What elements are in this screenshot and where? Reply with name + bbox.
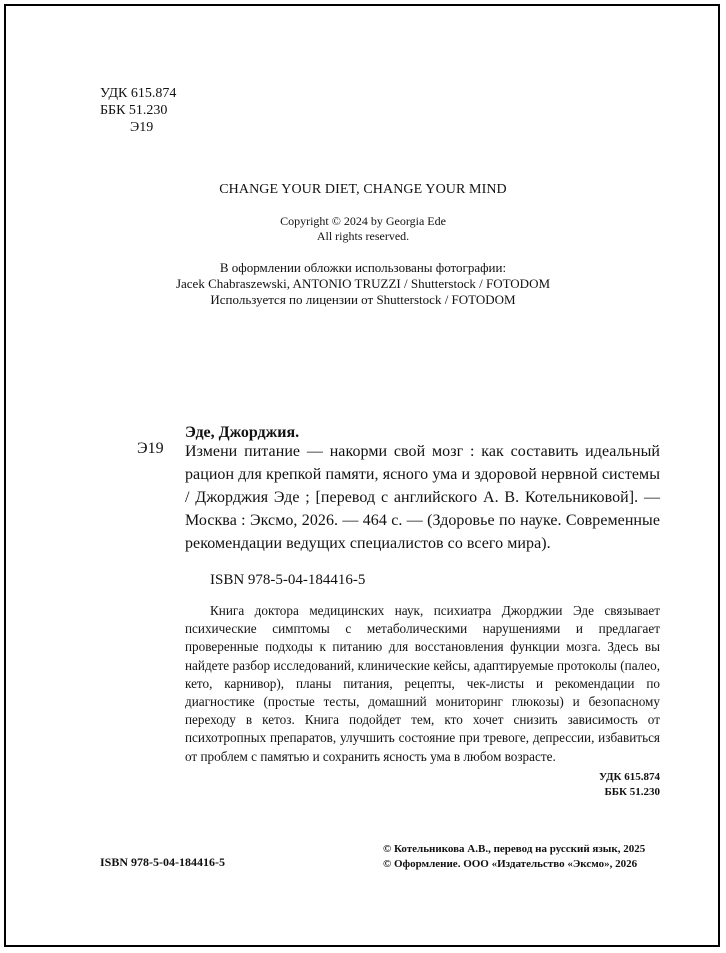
bibliographic-description: Измени питание — накорми свой мозг : как составить идеальный рацион для крепкой памяти, ясного ума и здоровой нервной системы / Джорджия Эде ; [перевод с английского А. В. Котельниковой]. — Москва : Эксмо, 2026. — 464 с. — (Здоровье по науке. Современные рекомендации ведущих специалистов со всего мира). [185,443,660,552]
record-author: Эде, Джорджия. [185,424,300,441]
original-title: CHANGE YOUR DIET, CHANGE YOUR MIND [219,182,507,197]
cover-credits-line-2: Jacek Chabraszewski, ANTONIO TRUZZI / Shutterstock / FOTODOM [175,276,551,291]
rights-reserved-line: All rights reserved. [316,229,410,243]
classification-top [100,85,176,136]
cover-credits-line-3: Используется по лицензии от Shutterstock / FOTODOM [210,292,516,307]
bbk-code-bottom: ББК 51.230 [604,786,660,798]
udk-code: УДК 615.874 [100,86,177,101]
footer-isbn: ISBN 978-5-04-184416-5 [100,855,225,869]
annotation: Книга доктора медицинских наук, психиатра Джорджии Эде связывает психические симптомы с метаболическими нарушениями и предлагает проверенные подходы к питанию для восстановления функции мозга. Здесь вы найдете разбор исследований, клинические кейсы, адаптируемые протоколы (палео, кето, карнивор), планы питания, рецепты, чек-листы и рекомендации по диагностике (простые тесты, домашний мониторинг глюкозы) и безопасному переходу в кетоз. Книга подойдет тем, кто хочет снизить зависимость от психотропных препаратов, улучшить состояние при тревоге, депрессии, избавиться от проблем с памятью и сохранить ясность ума в любом возрасте. [185,603,660,764]
footer-rights [383,842,645,872]
translation-rights: © Котельникова А.В., перевод на русский язык, 2025 [383,843,646,855]
classification-bottom [560,770,660,800]
cover-credits [0,260,726,308]
udk-code-bottom: УДК 615.874 [598,771,660,783]
cover-credits-line-1: В оформлении обложки использованы фотографии: [219,260,507,275]
bbk-code: ББК 51.230 [100,103,168,118]
record-author-mark: Э19 [137,440,164,457]
copyright-line: Copyright © 2024 by Georgia Ede [280,214,446,228]
record-isbn: ISBN 978-5-04-184416-5 [210,572,366,588]
copyright-block [0,214,726,244]
design-rights: © Оформление. ООО «Издательство «Эксмо», 2026 [383,858,638,870]
author-mark: Э19 [130,120,154,135]
